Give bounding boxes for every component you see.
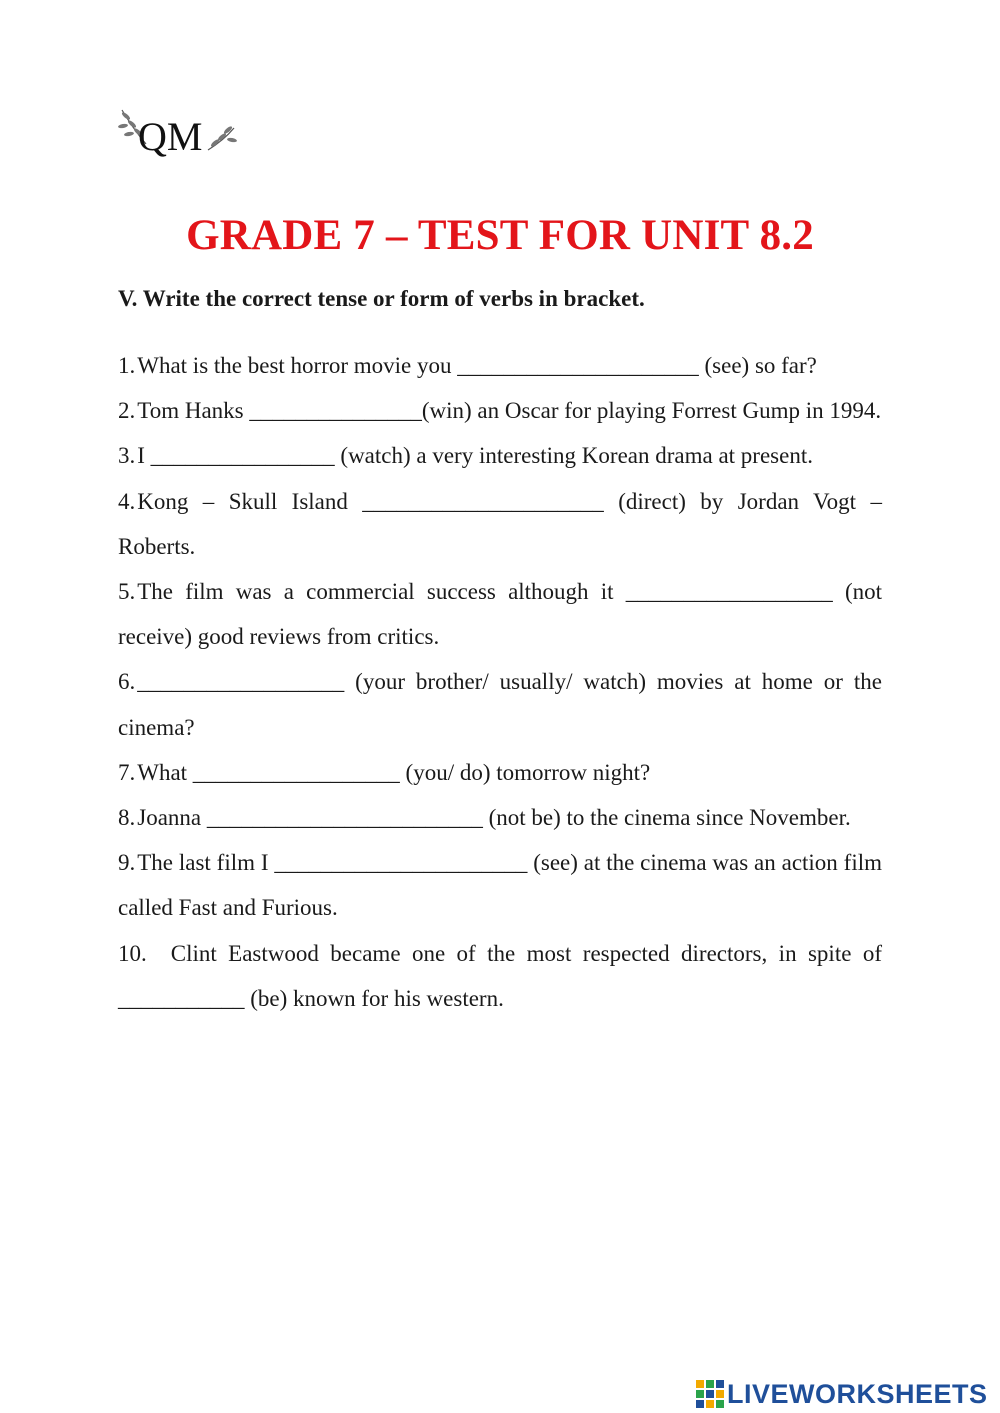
question-text: The last film I ______________________ (see) at the cinema was an action film called Fast and Furious. (118, 850, 882, 921)
question-item (118, 931, 882, 1021)
question-number: 5. (118, 579, 136, 605)
question-item (118, 795, 882, 840)
question-text: Tom Hanks _______________(win) an Oscar for playing Forrest Gump in 1994. (137, 398, 882, 424)
question-item (118, 659, 882, 749)
question-number: 6. (118, 669, 136, 695)
question-text: What __________________ (you/ do) tomorrow night? (137, 759, 651, 785)
question-item (118, 343, 882, 388)
page-title: GRADE 7 – TEST FOR UNIT 8.2 (186, 212, 814, 259)
question-item (118, 388, 882, 433)
liveworksheets-logo-icon (696, 1380, 724, 1408)
qm-logo (116, 100, 240, 166)
question-item (118, 840, 882, 930)
question-text: __________________ (your brother/ usually/ watch) movies at home or the cinema? (118, 669, 882, 740)
question-number: 2. (118, 398, 136, 424)
question-number: 1. (118, 353, 136, 378)
laurel-logo-icon (116, 100, 240, 166)
question-item (118, 479, 882, 569)
question-number: 8. (118, 805, 136, 831)
question-item (118, 569, 882, 659)
question-text: The film was a commercial success although it __________________ (not receive) good reviews from critics. (118, 579, 882, 650)
question-text: What is the best horror movie you _____________________ (see) so far? (137, 353, 817, 378)
brand-name: LIVEWORKSHEETS (727, 1379, 988, 1409)
question-item (118, 750, 882, 795)
question-item (118, 433, 882, 478)
question-number: 3. (118, 443, 136, 469)
section-heading: V. Write the correct tense or form of verbs in bracket. (118, 286, 645, 311)
question-text: Clint Eastwood became one of the most respected directors, in spite of ___________ (be) known for his western. (118, 940, 882, 1011)
question-text: Joanna ________________________ (not be) to the cinema since November. (137, 805, 851, 831)
question-text: Kong – Skull Island _____________________ (direct) by Jordan Vogt – Roberts. (118, 488, 882, 559)
question-number: 4. (118, 488, 136, 514)
question-number: 10. (118, 940, 147, 966)
question-list (118, 343, 882, 1021)
question-text: I ________________ (watch) a very interesting Korean drama at present. (137, 443, 813, 469)
question-number: 7. (118, 759, 136, 785)
svg-text:QM: QM (138, 114, 203, 159)
question-number: 9. (118, 850, 136, 876)
liveworksheets-footer[interactable] (696, 1378, 988, 1410)
